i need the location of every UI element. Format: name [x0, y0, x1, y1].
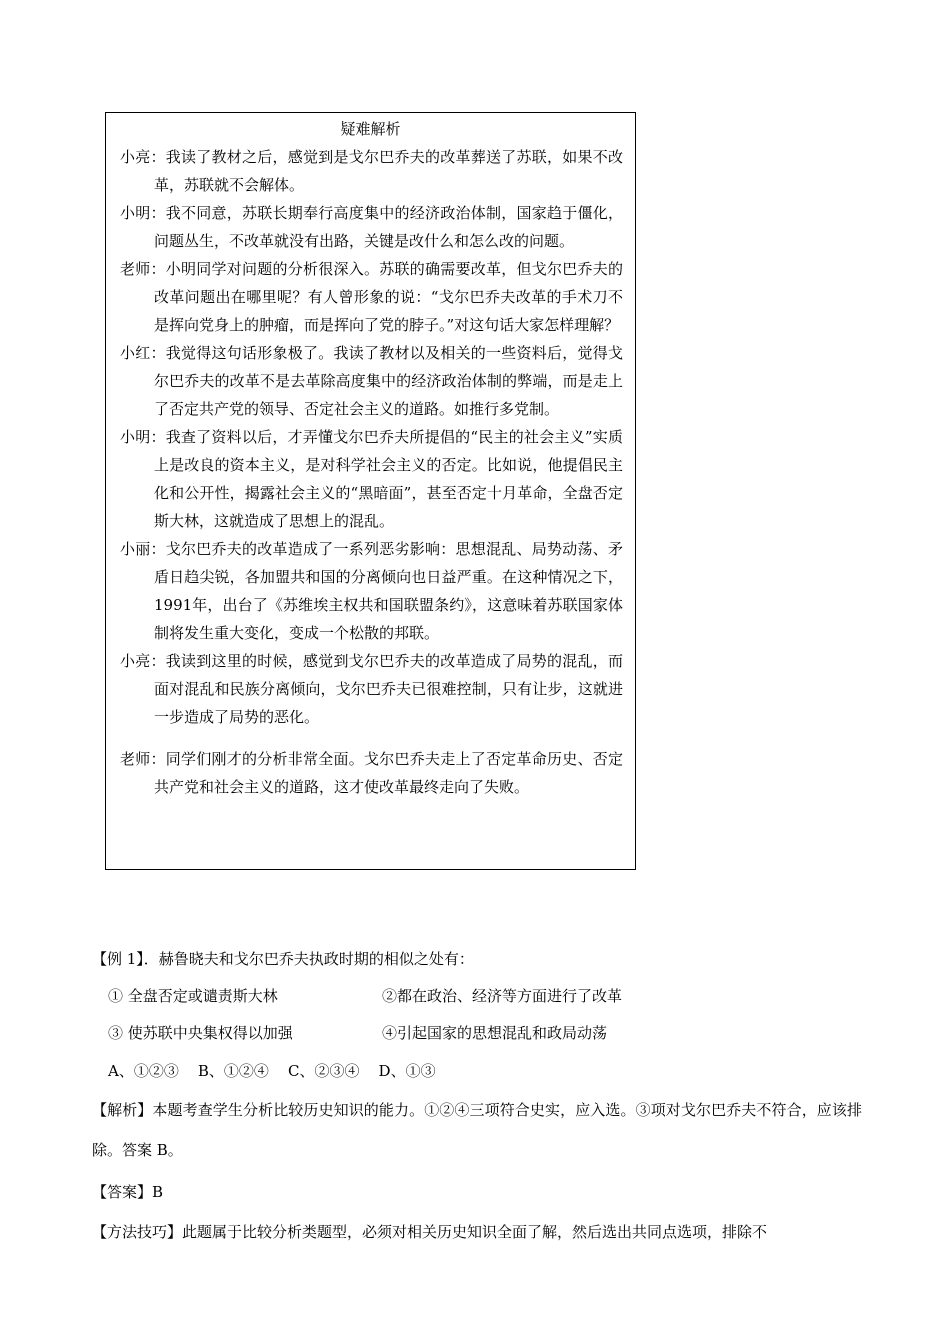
dialogue-paragraph: 老师：小明同学对问题的分析很深入。苏联的确需要改革，但戈尔巴乔夫的改革问题出在哪里呢？有人曾形象的说：“戈尔巴乔夫改革的手术刀不是挥向党身上的肿瘤，而是挥向了党的脖子。”对这句话大家怎样理解？ — [120, 260, 623, 334]
dialogue-paragraph: 老师：同学们刚才的分析非常全面。戈尔巴乔夫走上了否定革命历史、否定共产党和社会主义的道路，这才使改革最终走向了失败。 — [120, 750, 623, 796]
option-4: ④引起国家的思想混乱和政局动荡 — [382, 1024, 608, 1042]
box-title: 疑难解析 — [340, 120, 401, 138]
dialogue-paragraph: 小亮：我读了教材之后，感觉到是戈尔巴乔夫的改革葬送了苏联，如果不改革，苏联就不会解体。 — [120, 148, 623, 194]
dialogue-paragraph: 小丽：戈尔巴乔夫的改革造成了一系列恶劣影响：思想混乱、局势动荡、矛盾日趋尖锐，各加盟共和国的分离倾向也日益严重。在这种情况之下，1991年，出台了《苏维埃主权共和国联盟条约》，这意味着苏联国家体制将发生重大变化，变成一个松散的邦联。 — [120, 540, 623, 642]
method-text: 【方法技巧】此题属于比较分析类题型，必须对相关历史知识全面了解，然后选出共同点选项，排除不 — [92, 1223, 768, 1241]
dialogue-paragraph: 小亮：我读到这里的时候，感觉到戈尔巴乔夫的改革造成了局势的混乱，而面对混乱和民族分离倾向，戈尔巴乔夫已很难控制，只有让步，这就进一步造成了局势的恶化。 — [120, 652, 623, 726]
option-1: ① 全盘否定或谴责斯大林 — [108, 987, 278, 1005]
dialogue-paragraph: 小明：我查了资料以后，才弄懂戈尔巴乔夫所提倡的“民主的社会主义”实质上是改良的资本主义，是对科学社会主义的否定。比如说，他提倡民主化和公开性，揭露社会主义的“黑暗面”，甚至否定十月革命，全盘否定斯大林，这就造成了思想上的混乱。 — [120, 428, 623, 530]
difficulty-analysis-box — [105, 112, 636, 870]
dialogue-paragraph: 小明：我不同意，苏联长期奉行高度集中的经济政治体制，国家趋于僵化，问题丛生，不改革就没有出路，关键是改什么和怎么改的问题。 — [120, 204, 623, 250]
example-question: 【例 1】．赫鲁晓夫和戈尔巴乔夫执政时期的相似之处有： — [92, 950, 474, 968]
dialogue-list — [106, 143, 635, 801]
dialogue-paragraph: 小红：我觉得这句话形象极了。我读了教材以及相关的一些资料后，觉得戈尔巴乔夫的改革不是去革除高度集中的经济政治体制的弊端，而是走上了否定共产党的领导、否定社会主义的道路。如推行多党制。 — [120, 344, 623, 418]
analysis-text: 【解析】本题考查学生分析比较历史知识的能力。①②④三项符合史实，应入选。③项对戈尔巴乔夫不符合，应该排除。答案 B。 — [92, 1101, 862, 1159]
answer-choices: A、①②③ B、①②④ C、②③④ D、①③ — [108, 1062, 436, 1080]
option-3: ③ 使苏联中央集权得以加强 — [108, 1024, 293, 1042]
answer-text: 【答案】B — [92, 1183, 164, 1201]
option-2: ②都在政治、经济等方面进行了改革 — [382, 987, 623, 1005]
